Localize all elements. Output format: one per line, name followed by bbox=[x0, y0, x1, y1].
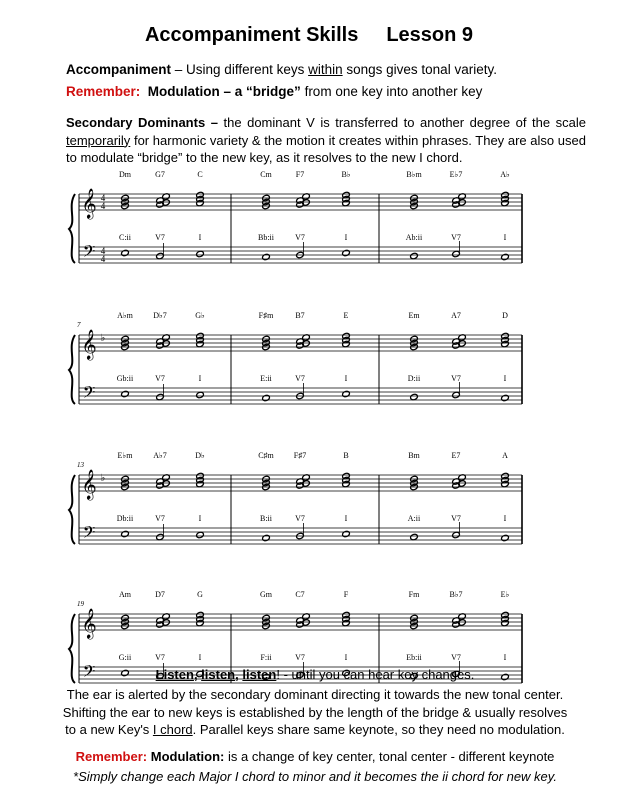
bass-note bbox=[410, 533, 419, 540]
chord-symbol: C7 bbox=[295, 590, 305, 599]
roman-numeral: I bbox=[344, 653, 348, 662]
bass-note bbox=[121, 390, 130, 397]
chord-symbol: A♭7 bbox=[153, 451, 167, 460]
listen-word-3: listen bbox=[242, 667, 277, 682]
chord-symbol: Gm bbox=[260, 590, 272, 599]
roman-numeral: I bbox=[198, 653, 202, 662]
remember-line-2 bbox=[40, 748, 590, 766]
title-lesson: Lesson 9 bbox=[386, 24, 474, 46]
chord-symbol: Dm bbox=[119, 170, 131, 179]
secondary-text-c: for harmonic variety & the motion it creates within phrases. They are also used to modulate “bridge” to the new key, as it resolves to the new I chord. bbox=[66, 132, 586, 165]
listen-line: Listen, listen, listen! - until you can hear key changes. bbox=[155, 667, 475, 682]
roman-numeral: V7 bbox=[451, 514, 461, 523]
roman-numeral: V7 bbox=[155, 374, 165, 383]
bass-note bbox=[342, 249, 351, 256]
chord-symbol: E♭m bbox=[117, 451, 133, 460]
chord-symbol: E♭ bbox=[500, 590, 510, 599]
secondary-temporarily: temporarily bbox=[66, 132, 131, 148]
bass-note bbox=[121, 530, 130, 537]
time-signature: 4 bbox=[100, 246, 106, 256]
listen-word-1: Listen bbox=[155, 667, 194, 682]
time-signature: 4 bbox=[100, 193, 106, 203]
listen-word-2: listen bbox=[201, 667, 236, 682]
roman-numeral: C:ii bbox=[118, 233, 132, 242]
roman-numeral: Ab:ii bbox=[405, 233, 423, 242]
roman-numeral: Eb:ii bbox=[406, 653, 422, 662]
chord-symbol: Am bbox=[119, 590, 131, 599]
body-line-3a: to a new Key's bbox=[65, 722, 153, 738]
chord-symbol: A7 bbox=[451, 311, 461, 320]
bass-note bbox=[196, 531, 205, 538]
roman-numeral: V7 bbox=[451, 374, 461, 383]
chord-symbol: A♭ bbox=[500, 170, 510, 179]
chord-symbol: A♭m bbox=[117, 311, 133, 320]
bass-note bbox=[410, 393, 419, 400]
roman-numeral: V7 bbox=[295, 514, 305, 523]
body-line-3 bbox=[40, 721, 590, 739]
roman-numeral: I bbox=[198, 374, 202, 383]
chord-symbol: B7 bbox=[295, 311, 305, 320]
roman-numeral: V7 bbox=[155, 514, 165, 523]
key-accidental: ♭ bbox=[100, 473, 106, 484]
secondary-text-a: the dominant V is transferred to another degree of the scale bbox=[217, 115, 586, 130]
bass-note bbox=[452, 531, 461, 538]
remember-label-2: Remember: bbox=[75, 749, 148, 764]
chord-symbol: D7 bbox=[155, 590, 165, 599]
chord-symbol: F♯7 bbox=[293, 451, 307, 460]
accompaniment-text-c: songs gives tonal variety. bbox=[342, 62, 497, 77]
roman-numeral: V7 bbox=[295, 374, 305, 383]
roman-numeral: I bbox=[198, 233, 202, 242]
bass-clef-icon: 𝄢 bbox=[82, 243, 96, 265]
roman-numeral: V7 bbox=[295, 233, 305, 242]
chord-symbol: G bbox=[197, 590, 203, 599]
bass-clef-icon: 𝄢 bbox=[82, 663, 96, 685]
chord-symbol: F♯m bbox=[258, 311, 274, 320]
chord-symbol: C bbox=[197, 170, 203, 179]
brace bbox=[69, 475, 75, 544]
accompaniment-label: Accompaniment bbox=[66, 62, 172, 77]
chord-symbol: D♭ bbox=[195, 451, 205, 460]
bass-clef-icon: 𝄢 bbox=[82, 384, 96, 406]
measure-number: 19 bbox=[77, 600, 84, 608]
chord-symbol: D bbox=[502, 311, 508, 320]
chord-symbol: Cm bbox=[260, 170, 272, 179]
bass-note bbox=[156, 393, 165, 400]
treble-clef-icon: 𝄞 bbox=[81, 330, 97, 359]
bass-note bbox=[501, 394, 510, 401]
roman-numeral: A:ii bbox=[407, 514, 421, 523]
body-line-2: Shifting the ear to new keys is established by the length of the bridge & usually resolves bbox=[62, 704, 568, 720]
chord-symbol: F7 bbox=[295, 170, 305, 179]
secondary-label: Secondary Dominants – bbox=[66, 115, 218, 130]
chord-symbol: D♭7 bbox=[153, 311, 167, 320]
roman-numeral: Gb:ii bbox=[116, 374, 134, 383]
chord-symbol: B♭7 bbox=[449, 590, 463, 599]
bass-note bbox=[410, 252, 419, 259]
roman-numeral: V7 bbox=[295, 653, 305, 662]
time-signature: 4 bbox=[100, 201, 106, 211]
roman-numeral: I bbox=[198, 514, 202, 523]
modulation-label: Modulation: bbox=[150, 749, 225, 764]
time-signature: 4 bbox=[100, 254, 106, 264]
bass-clef-icon: 𝄢 bbox=[82, 524, 96, 546]
measure-number: 7 bbox=[77, 321, 81, 329]
modulation-bridge: Modulation – a “bridge” bbox=[147, 84, 301, 99]
chord-symbol: F bbox=[343, 590, 349, 599]
roman-numeral: I bbox=[503, 233, 507, 242]
i-chord: I chord bbox=[152, 722, 193, 738]
bass-note bbox=[196, 250, 205, 257]
bass-note bbox=[262, 253, 271, 260]
chord-symbol: Bm bbox=[408, 451, 420, 460]
roman-numeral: I bbox=[344, 514, 348, 523]
roman-numeral: Bb:ii bbox=[257, 233, 275, 242]
bass-note bbox=[156, 252, 165, 259]
chord-symbol: G♭ bbox=[195, 311, 205, 320]
chord-symbol: E7 bbox=[451, 451, 461, 460]
chord-symbol: A bbox=[502, 451, 508, 460]
roman-numeral: V7 bbox=[451, 233, 461, 242]
bass-note bbox=[501, 253, 510, 260]
roman-numeral: I bbox=[503, 514, 507, 523]
body-line-3c: . Parallel keys share same keynote, so they need no modulation. bbox=[192, 722, 565, 738]
chord-symbol: E bbox=[343, 311, 349, 320]
italic-note: *Simply change each Major I chord to minor and it becomes the ii chord for new key. bbox=[73, 769, 557, 784]
brace bbox=[69, 335, 75, 404]
accompaniment-text-a: – Using different keys bbox=[171, 62, 309, 77]
bass-note bbox=[262, 534, 271, 541]
bass-note bbox=[342, 530, 351, 537]
treble-clef-icon: 𝄞 bbox=[81, 609, 97, 638]
roman-numeral: V7 bbox=[451, 653, 461, 662]
chord-symbol: Fm bbox=[408, 590, 420, 599]
chord-symbol: B♭m bbox=[406, 170, 422, 179]
bass-note bbox=[452, 391, 461, 398]
bass-note bbox=[452, 250, 461, 257]
bass-note bbox=[156, 533, 165, 540]
roman-numeral: B:ii bbox=[259, 514, 273, 523]
chord-symbol: C♯m bbox=[258, 451, 274, 460]
treble-clef-icon: 𝄞 bbox=[81, 470, 97, 499]
accompaniment-within: within bbox=[308, 62, 343, 77]
key-accidental: ♭ bbox=[100, 333, 106, 344]
remember-text-1: from one key into another key bbox=[300, 84, 483, 99]
roman-numeral: I bbox=[344, 374, 348, 383]
bass-note bbox=[501, 534, 510, 541]
bass-note bbox=[262, 394, 271, 401]
roman-numeral: F:ii bbox=[260, 653, 272, 662]
measure-number: 13 bbox=[77, 461, 84, 469]
roman-numeral: V7 bbox=[155, 653, 165, 662]
body-text bbox=[40, 686, 590, 739]
bass-note bbox=[196, 391, 205, 398]
bass-note bbox=[121, 249, 130, 256]
roman-numeral: V7 bbox=[155, 233, 165, 242]
body-line-1: The ear is alerted by the secondary dominant directing it towards the new tonal center. bbox=[66, 687, 564, 702]
chord-symbol: G7 bbox=[155, 170, 165, 179]
remember-label-1: Remember: bbox=[66, 84, 141, 99]
bass-note bbox=[342, 390, 351, 397]
roman-numeral: Db:ii bbox=[116, 514, 134, 523]
roman-numeral: I bbox=[503, 653, 507, 662]
brace bbox=[69, 194, 75, 263]
roman-numeral: I bbox=[344, 233, 348, 242]
treble-clef-icon: 𝄞 bbox=[81, 189, 97, 218]
chord-symbol: Em bbox=[408, 311, 420, 320]
listen-rest: ! - until you can hear key changes. bbox=[276, 667, 475, 682]
roman-numeral: E:ii bbox=[260, 374, 272, 383]
roman-numeral: G:ii bbox=[118, 653, 132, 662]
roman-numeral: I bbox=[503, 374, 507, 383]
chord-symbol: E♭7 bbox=[449, 170, 463, 179]
roman-numeral: D:ii bbox=[407, 374, 421, 383]
title-main: Accompaniment Skills bbox=[144, 24, 359, 46]
chord-symbol: B♭ bbox=[341, 170, 351, 179]
chord-symbol: B bbox=[343, 451, 349, 460]
remember-text-2: is a change of key center, tonal center - different keynote bbox=[224, 749, 555, 764]
